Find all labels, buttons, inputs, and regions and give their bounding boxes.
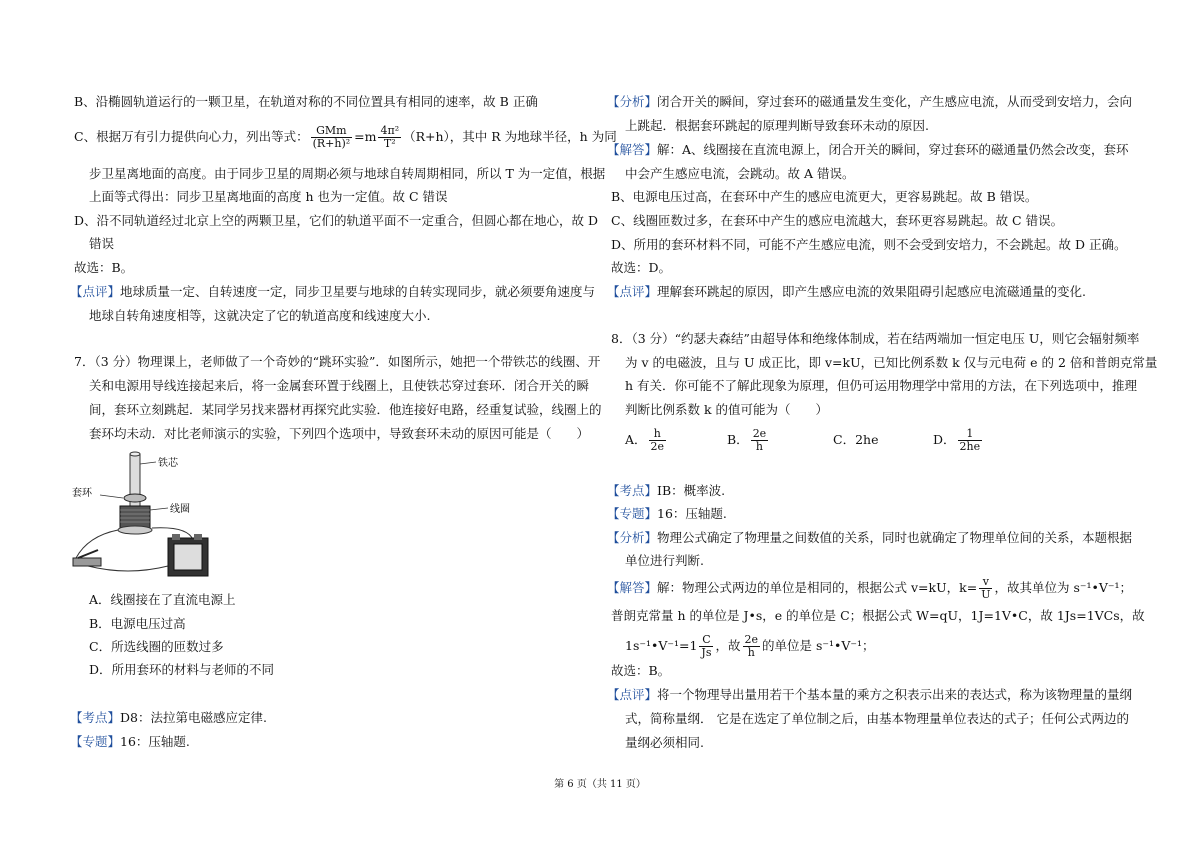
q8-answer: 故选：B。 <box>611 663 671 678</box>
q8-dianping-text: 将一个物理导出量用若干个基本量的乘方之积表示出来的表达式，称为该物理量的量纲 <box>657 687 1133 702</box>
q8-stem-line1: 8．（3 分）“约瑟夫森结”由超导体和绝缘体制成，若在结两端加一恒定电压 U，则它会辐射频率 <box>611 331 1140 346</box>
q6-answer: 故选：B。 <box>74 260 134 275</box>
q6-option-d-line1: D、沿不同轨道经过北京上空的两颗卫星，它们的轨道平面不一定重合，但圆心都在地心，故 D <box>74 213 599 228</box>
q7-kaodian <box>70 709 267 727</box>
gravity-numerator: GMm <box>311 125 353 138</box>
q8-jieda-l1-suffix: ，故其单位为 s⁻¹•V⁻¹； <box>994 580 1132 595</box>
q8-c-js-fraction <box>699 634 713 659</box>
centripetal-fraction <box>378 125 401 150</box>
q6-eq-m: =m <box>354 129 377 144</box>
q8-option-d-label: D． <box>933 432 956 447</box>
q7-option-d: D．所用套环的材料与老师的不同 <box>89 662 275 677</box>
q8-option-a-fraction <box>649 428 667 453</box>
q7-stem-line4: 套环均未动．对比老师演示的实验，下列四个选项中，导致套环未动的原因可能是（ ） <box>89 426 590 441</box>
q8-jieda-l1-prefix: 解：物理公式两边的单位是相同的，根据公式 v=kU， <box>657 580 960 595</box>
q8-option-b-num: 2e <box>752 427 767 440</box>
q7-option-a: A．线圈接在了直流电源上 <box>89 592 236 607</box>
q8-option-d <box>933 428 984 453</box>
q8-option-c: C．2he <box>833 432 879 447</box>
q7-kaodian-tag: 【考点】 <box>70 710 121 725</box>
q8-zhuanti-text: 16：压轴题. <box>657 506 727 521</box>
q8-c-js-num: C <box>699 634 713 647</box>
q8-option-d-den: 2he <box>959 440 981 453</box>
q6-option-b: B、沿椭圆轨道运行的一颗卫星，在轨道对称的不同位置具有相同的速率，故 B 正确 <box>74 94 538 109</box>
q8-option-b-fraction <box>751 428 769 453</box>
q6-option-c-line3: 上面等式得出：同步卫星离地面的高度 h 也为一定值。故 C 错误 <box>89 189 448 204</box>
q6-option-c-prefix: C、根据万有引力提供向心力，列出等式： <box>74 129 309 144</box>
q7-fenxi-text: 闭合开关的瞬间，穿过套环的磁通量发生变化，产生感应电流，从而受到安培力，会向 <box>657 94 1133 109</box>
q8-option-a-num: h <box>649 428 667 441</box>
q7-jieda-b: B、电源电压过高，在套环中产生的感应电流更大，更容易跳起。故 B 错误。 <box>611 189 1038 204</box>
q6-option-d-line2: 错误 <box>89 236 115 251</box>
q7-stem-line2: 关和电源用导线连接起来后，将一金属套环置于线圈上，且使铁芯穿过套环．闭合开关的瞬 <box>89 378 590 393</box>
q7-jieda-line1 <box>607 141 1129 159</box>
q8-fenxi-line2: 单位进行判断. <box>625 553 704 568</box>
q8-jieda-l1-k: k= <box>959 580 978 595</box>
gravity-denominator: (R+h)² <box>312 137 351 150</box>
q8-option-a-den: 2e <box>650 440 665 453</box>
q6-comment-line2: 地球自转角速度相等，这就决定了它的轨道高度和线速度大小. <box>89 308 431 323</box>
q7-zhuanti-text: 16：压轴题. <box>120 734 190 749</box>
q6-option-c-line2: 步卫星离地面的高度。由于同步卫星的周期必须与地球自转周期相同，所以 T 为一定值，根据 <box>89 166 606 181</box>
q6-option-c-formula <box>74 125 617 150</box>
q8-k-num: v <box>979 576 992 589</box>
q7-jieda-d: D、所用的套环材料不同，可能不产生感应电流，则不会受到安培力，不会跳起。故 D 正确。 <box>611 237 1127 252</box>
q7-dianping <box>607 283 1086 301</box>
q7-zhuanti-tag: 【专题】 <box>70 734 121 749</box>
q8-option-b <box>727 428 770 453</box>
q8-zhuanti <box>607 505 727 523</box>
q8-jieda-line3 <box>625 634 875 659</box>
q8-zhuanti-tag: 【专题】 <box>607 506 658 521</box>
q7-stem-line1: 7．（3 分）物理课上，老师做了一个奇妙的“跳环实验”．如图所示，她把一个带铁芯的线圈、开 <box>74 354 601 369</box>
q6-comment-line1 <box>70 283 595 301</box>
q8-stem-line4: 判断比例系数 k 的值可能为（ ） <box>625 402 829 417</box>
q8-c-js-den: Js <box>701 646 712 659</box>
q8-dianping-line1 <box>607 686 1132 704</box>
q8-fenxi-tag: 【分析】 <box>607 530 658 545</box>
q7-fenxi-line1 <box>607 93 1132 111</box>
q7-option-c: C．所选线圈的匝数过多 <box>89 639 224 654</box>
q7-dianping-tag: 【点评】 <box>607 284 658 299</box>
q8-jieda-line2: 普朗克常量 h 的单位是 J•s，e 的单位是 C；根据公式 W=qU，1J=1V•C，故 1Js=1VCs，故 <box>611 608 1145 623</box>
q7-jieda-line2: 中会产生感应电流，会跳动。故 A 错误。 <box>625 166 855 181</box>
q7-kaodian-text: D8：法拉第电磁感应定律. <box>120 710 267 725</box>
q8-dianping-tag: 【点评】 <box>607 687 658 702</box>
q7-zhuanti <box>70 733 190 751</box>
q8-jieda-l3-mid: ，故 <box>715 638 741 653</box>
q8-jieda-l3-suffix: 的单位是 s⁻¹•V⁻¹； <box>762 638 875 653</box>
q6-option-c-suffix: （R+h），其中 R 为地球半径，h 为同 <box>403 129 617 144</box>
q8-2e-h-fraction <box>743 634 761 659</box>
q8-jieda-line1 <box>607 576 1132 601</box>
q8-kaodian-text: IB：概率波. <box>657 483 726 498</box>
q6-comment-tag: 【点评】 <box>70 284 121 299</box>
q8-option-a-label: A． <box>625 432 647 447</box>
q8-2e-h-num: 2e <box>744 633 759 646</box>
q8-2e-h-den: h <box>747 646 755 659</box>
q8-jieda-l3-prefix: 1s⁻¹•V⁻¹=1 <box>625 638 698 653</box>
q8-stem-line2: 为 v 的电磁波，且与 U 成正比，即 v=kU，已知比例系数 k 仅与元电荷 e 的 2 倍和普朗克常量 <box>625 355 1158 370</box>
q8-option-b-den: h <box>755 440 763 453</box>
q7-stem-line3: 间，套环立刻跳起．某同学另找来器材再探究此实验．他连接好电路，经重复试验，线圈上的 <box>89 402 602 417</box>
q7-dianping-text: 理解套环跳起的原因，即产生感应电流的效果阻碍引起感应电流磁通量的变化. <box>657 284 1086 299</box>
q8-option-d-num: 1 <box>958 428 983 441</box>
q7-jieda-tag: 【解答】 <box>607 142 658 157</box>
q8-option-a <box>625 428 668 453</box>
q7-answer: 故选：D。 <box>611 260 672 275</box>
q8-dianping-line3: 量纲必须相同. <box>625 735 704 750</box>
q8-k-den: U <box>981 588 991 601</box>
q8-option-b-label: B． <box>727 432 749 447</box>
ring-label: 套环 <box>72 488 92 499</box>
coil-label: 线圈 <box>170 504 190 515</box>
q8-kaodian-tag: 【考点】 <box>607 483 658 498</box>
centripetal-numerator: 4π² <box>380 124 400 137</box>
core-label: 铁芯 <box>158 458 178 469</box>
q7-fenxi-tag: 【分析】 <box>607 94 658 109</box>
q8-jieda-tag: 【解答】 <box>607 580 658 595</box>
q8-k-fraction <box>979 576 992 601</box>
gravity-fraction <box>311 125 353 150</box>
q8-option-d-fraction <box>958 428 983 453</box>
q7-option-b: B．电源电压过高 <box>89 616 186 631</box>
q8-dianping-line2: 式，简称量纲． 它是在选定了单位制之后，由基本物理量单位表达的式子；任何公式两边的 <box>625 711 1129 726</box>
q7-jieda-text: 解：A、线圈接在直流电源上，闭合开关的瞬间，穿过套环的磁通量仍然会改变，套环 <box>657 142 1129 157</box>
jumping-ring-figure <box>68 448 228 583</box>
page-footer: 第 6 页（共 11 页） <box>554 779 646 790</box>
q8-stem-line3: h 有关．你可能不了解此现象为原理，但仍可运用物理学中常用的方法，在下列选项中，推理 <box>625 378 1138 393</box>
q7-fenxi-line2: 上跳起．根据套环跳起的原理判断导致套环未动的原因. <box>625 118 929 133</box>
q8-fenxi-line1 <box>607 529 1132 547</box>
q8-fenxi-text: 物理公式确定了物理量之间数值的关系，同时也就确定了物理单位间的关系，本题根据 <box>657 530 1133 545</box>
q6-comment-text: 地球质量一定、自转速度一定，同步卫星要与地球的自转实现同步，就必须要角速度与 <box>120 284 596 299</box>
q7-jieda-c: C、线圈匝数过多，在套环中产生的感应电流越大，套环更容易跳起。故 C 错误。 <box>611 213 1064 228</box>
centripetal-denominator: T² <box>383 137 396 150</box>
q8-kaodian <box>607 482 725 500</box>
